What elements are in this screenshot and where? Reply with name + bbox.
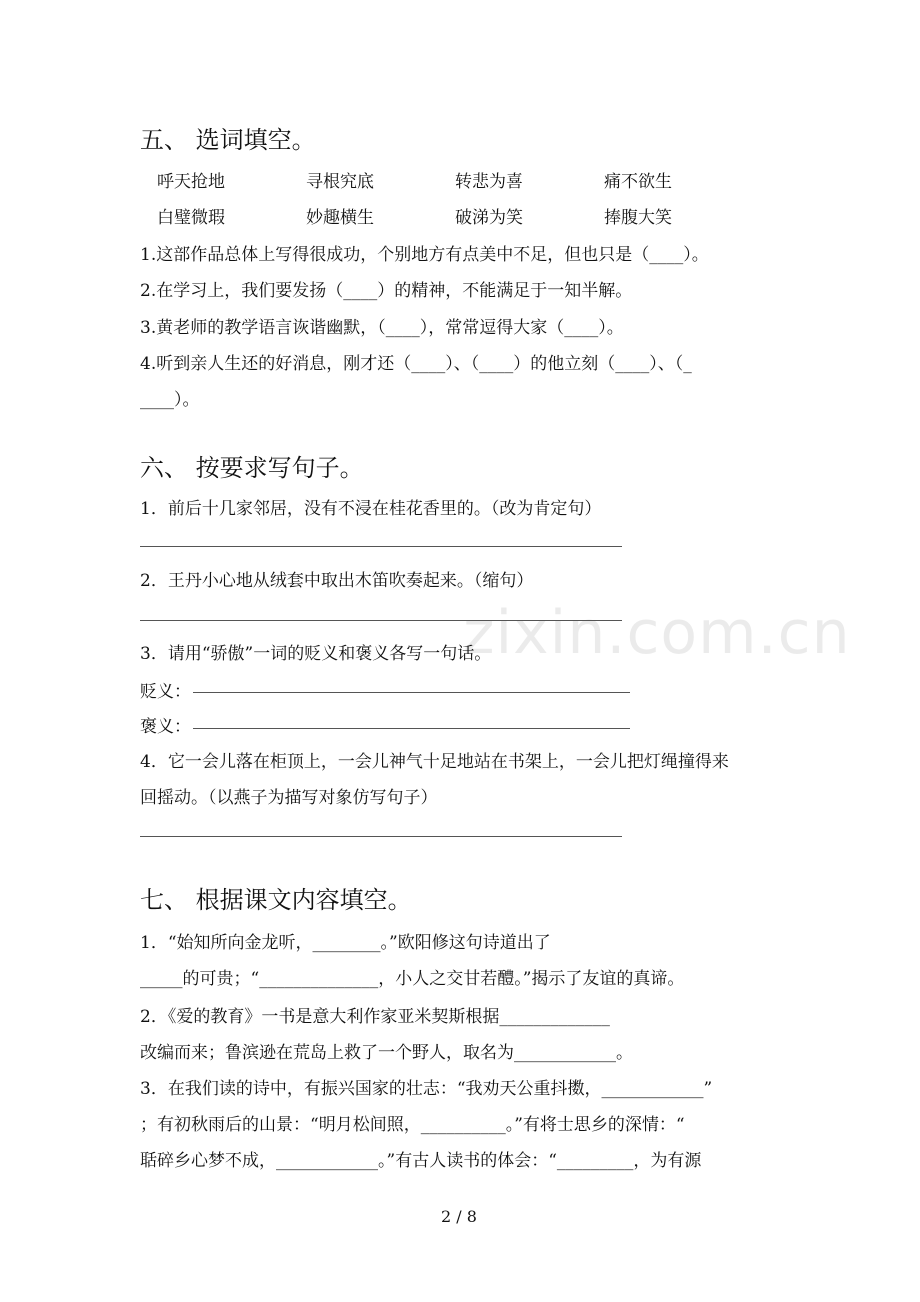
question-text: 改编而来；鲁滨逊在荒岛上救了一个野人，取名为____________。	[140, 1043, 633, 1063]
word-option: 破涕为笑	[455, 208, 523, 228]
question-text: _____的可贵；“______________，小人之交甘若醴。”揭示了友谊的真谛。	[140, 969, 685, 989]
baoyi-label: 褒义：	[140, 717, 191, 737]
question-text: 1．“始知所向金龙听，________。”欧阳修这句诗道出了	[140, 933, 551, 953]
answer-line[interactable]	[140, 620, 622, 621]
section7-title: 七、 根据课文内容填空。	[140, 886, 412, 914]
word-option: 妙趣横生	[306, 208, 374, 228]
word-option: 捧腹大笑	[604, 208, 672, 228]
baoyi-answer-line[interactable]	[193, 728, 630, 729]
word-option: 痛不欲生	[604, 172, 672, 192]
section5-title: 五、 选词填空。	[140, 126, 316, 154]
question-text: 1．前后十几家邻居，没有不浸在桂花香里的。（改为肯定句）	[140, 499, 602, 519]
question-text: 4.听到亲人生还的好消息，刚才还（____）、（____）的他立刻（____）、（_	[140, 354, 692, 374]
word-option: 寻根究底	[306, 172, 374, 192]
answer-line[interactable]	[140, 836, 622, 837]
question-text: 回摇动。（以燕子为描写对象仿写句子）	[140, 788, 438, 808]
question-text: 聒碎乡心梦不成，____________。”有古人读书的体会：“_________，为有源	[140, 1151, 702, 1171]
question-text: ____）。	[140, 390, 200, 410]
word-option: 转悲为喜	[455, 172, 523, 192]
page-number: 2 / 8	[441, 1207, 477, 1226]
section6-title: 六、 按要求写句子。	[140, 454, 364, 482]
question-text: 3.黄老师的教学语言诙谐幽默，（____），常常逗得大家（____）。	[140, 318, 624, 338]
question-text: 3．请用“骄傲”一词的贬义和褒义各写一句话。	[140, 644, 492, 664]
bianyi-label: 贬义：	[140, 682, 191, 702]
bianyi-answer-line[interactable]	[193, 692, 630, 693]
question-text: 3．在我们读的诗中，有振兴国家的壮志：“我劝天公重抖擞，____________”	[140, 1079, 713, 1099]
word-option: 白璧微瑕	[157, 208, 225, 228]
question-text: ；有初秋雨后的山景：“明月松间照，__________。”有将士思乡的深情：“	[140, 1115, 685, 1135]
question-text: 4．它一会儿落在柜顶上，一会儿神气十足地站在书架上，一会儿把灯绳撞得来	[140, 752, 729, 772]
watermark: zixin.com.cn	[463, 598, 851, 668]
question-text: 2．《爱的教育》一书是意大利作家亚米契斯根据_____________	[140, 1007, 610, 1027]
question-text: 1.这部作品总体上写得很成功，个别地方有点美中不足，但也只是（____）。	[140, 245, 709, 265]
word-option: 呼天抢地	[157, 172, 225, 192]
question-text: 2．王丹小心地从绒套中取出木笛吹奏起来。（缩句）	[140, 571, 534, 591]
question-text: 2.在学习上，我们要发扬（____）的精神，不能满足于一知半解。	[140, 281, 633, 301]
answer-line[interactable]	[140, 546, 622, 547]
